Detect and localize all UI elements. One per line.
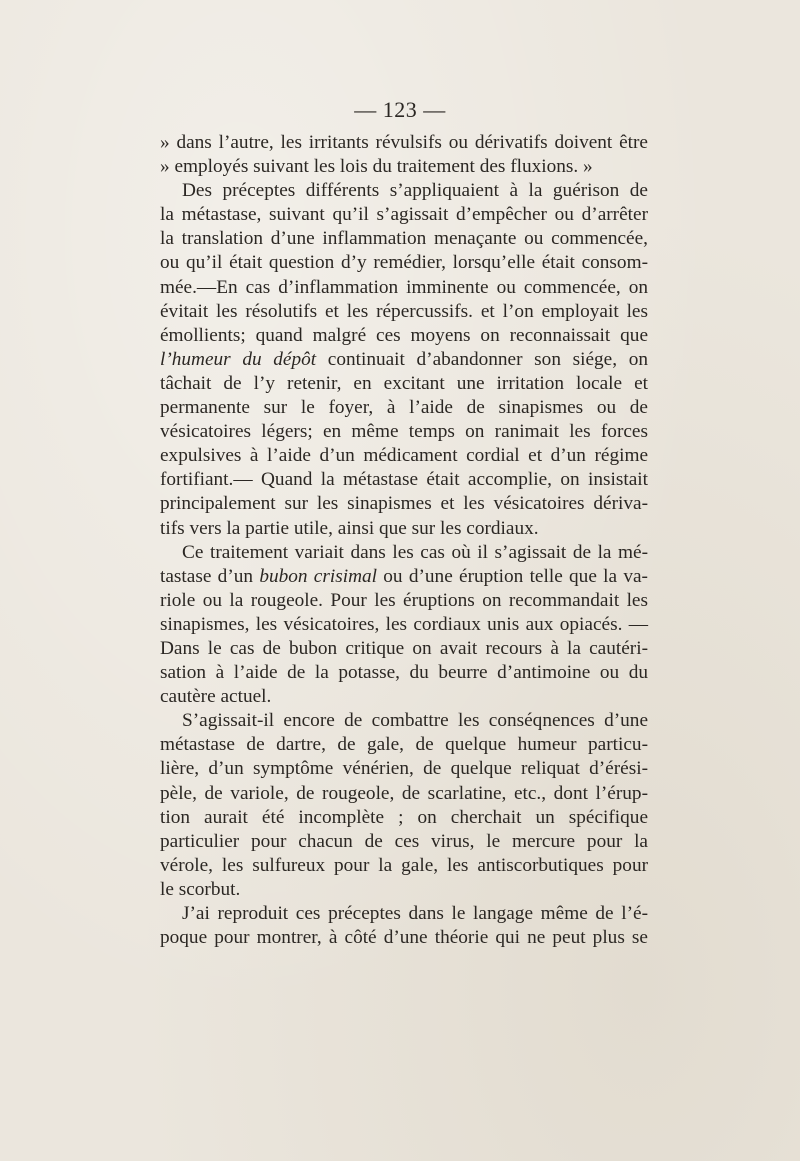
text-line: métastase de dartre, de gale, de quelque humeur particu- [160, 734, 648, 756]
text-line: poque pour montrer, à côté d’une théorie qui ne peut plus se [160, 927, 648, 949]
text-line [160, 348, 648, 372]
text-line: mée.—En cas d’inflammation imminente ou commencée, on [160, 276, 648, 298]
text-line: la translation d’une inflammation menaçante ou commencée, [160, 228, 648, 250]
text-line: Des préceptes différents s’appliquaient à la guérison de [182, 180, 648, 202]
text-line: pèle, de variole, de rougeole, de scarlatine, etc., dont l’érup- [160, 782, 648, 804]
text-line [160, 565, 648, 589]
text-line: Dans le cas de bubon critique on avait recours à la cautéri- [160, 637, 648, 659]
text-line: ou qu’il était question d’y remédier, lorsqu’elle était consom- [160, 252, 648, 274]
text-line: tâchait de l’y retenir, en excitant une irritation locale et [160, 372, 648, 394]
text-line: » employés suivant les lois du traitement des fluxions. » [160, 156, 593, 178]
text-line: S’agissait-il encore de combattre les conséqnences d’une [182, 710, 648, 732]
text-line: le scorbut. [160, 878, 241, 900]
italic-phrase: bubon crisimal [259, 565, 377, 587]
text-line: expulsives à l’aide d’un médicament cordial et d’un régime [160, 445, 648, 467]
line-rest: continuait d’abandonner son siége, on [316, 348, 648, 370]
text-line: Ce traitement variait dans les cas où il s’agissait de la mé- [182, 541, 648, 563]
text-line: particulier pour chacun de ces virus, le mercure pour la [160, 830, 648, 852]
text-line: fortifiant.— Quand la métastase était accomplie, on insistait [160, 469, 648, 491]
text-line: principalement sur les sinapismes et les vésicatoires dériva- [160, 493, 648, 515]
text-line: » dans l’autre, les irritants révulsifs ou dérivatifs doivent être [160, 132, 648, 153]
italic-phrase: l’humeur du dépôt [160, 348, 317, 370]
text-line: évitait les résolutifs et les répercussifs. et l’on employait les [160, 300, 648, 322]
text-line: sinapismes, les vésicatoires, les cordiaux unis aux opiacés. — [160, 613, 648, 635]
text-line: lière, d’un symptôme vénérien, de quelque reliquat d’érési- [160, 758, 648, 780]
text-line: sation à l’aide de la potasse, du beurre d’antimoine ou du [160, 662, 648, 684]
line-start: tastase d’un [160, 565, 260, 587]
text-line: J’ai reproduit ces préceptes dans le langage même de l’é- [182, 903, 648, 924]
text-line: émollients; quand malgré ces moyens on reconnaissait que [160, 324, 648, 346]
text-line: cautère actuel. [160, 686, 272, 708]
text-line: permanente sur le foyer, à l’aide de sinapismes ou de [160, 397, 648, 419]
text-line: la métastase, suivant qu’il s’agissait d’empêcher ou d’arrêter [160, 204, 648, 226]
page-number: — 123 — [354, 97, 446, 122]
text-line: vérole, les sulfureux pour la gale, les antiscorbutiques pour [160, 854, 648, 876]
text-line: riole ou la rougeole. Pour les éruptions on recommandait les [160, 589, 648, 611]
text-line: vésicatoires légers; en même temps on ranimait les forces [160, 421, 648, 443]
text-line: tion aurait été incomplète ; on cherchait un spécifique [160, 806, 648, 828]
line-rest: ou d’une éruption telle que la va- [377, 565, 648, 587]
text-line: tifs vers la partie utile, ainsi que sur les cordiaux. [160, 517, 539, 539]
body-text [160, 131, 648, 950]
